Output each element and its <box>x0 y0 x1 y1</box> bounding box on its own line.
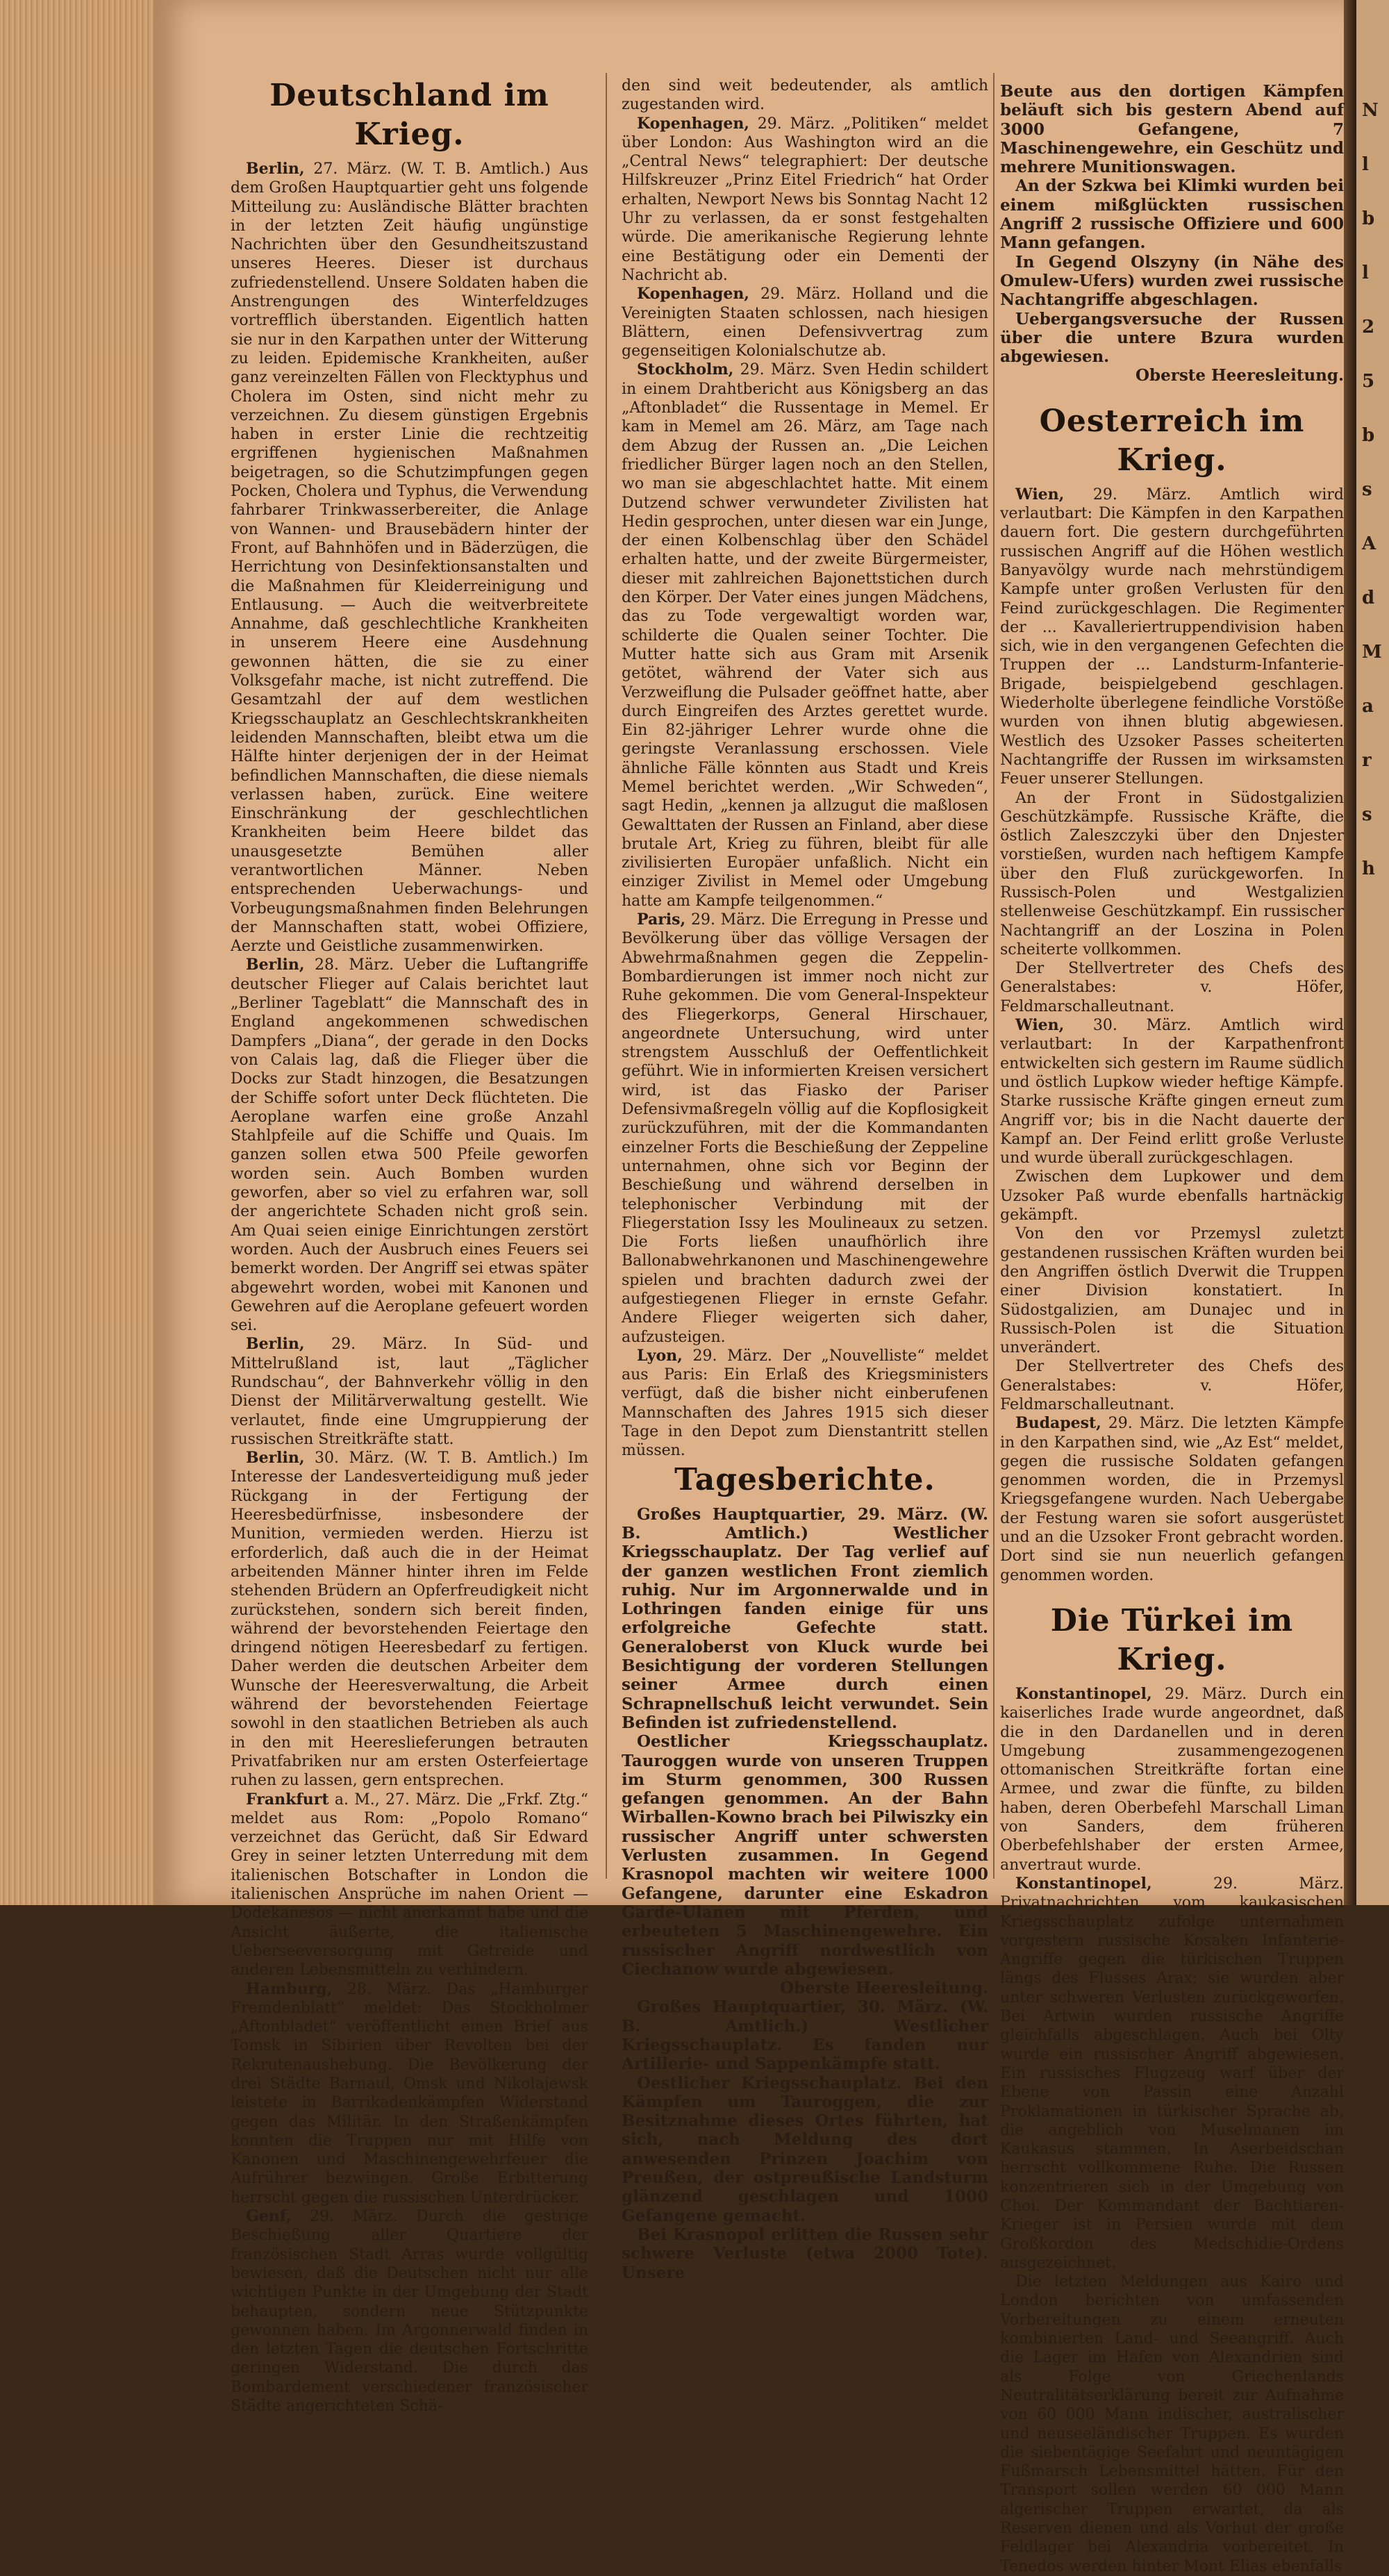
article-paragraph <box>1000 959 1344 1016</box>
headline-turkey: Die Türkei im Krieg. <box>1050 1602 1294 1677</box>
article-paragraph <box>1000 1875 1344 2272</box>
column-2 <box>622 76 988 2282</box>
article-text: Zwischen dem Lupkower und dem Uzsoker Paß wurde ebenfalls hartnäckig gekämpft. <box>1000 1168 1344 1224</box>
article-paragraph <box>231 1790 588 1980</box>
column-3-report-continuation <box>1000 82 1344 385</box>
dateline: Berlin, <box>246 160 305 178</box>
dateline: Wien, <box>1015 1016 1065 1035</box>
article-text: Uebergangsversuche der Russen über die untere Bzura wurden abgewiesen. <box>1000 309 1344 367</box>
article-paragraph <box>1000 485 1344 789</box>
article-paragraph <box>231 2207 588 2416</box>
article-paragraph <box>1000 1414 1344 1585</box>
next-page-glyph: r <box>1362 750 1372 771</box>
article-text: 29. März. Durch die gestrige Beschießung aller Quartiere der französischen Stadt Arras wurde vollgültig bewiesen, daß die Deutschen nicht nur alle wichtigen Punkte in der Umgebung der Stadt behaupten, sondern neue Stützpunkte gewonnen haben. Im Argonnerwald finden in den letzten Tagen die deutschen Fortschritte geringen Widerstand. Die durch das Bombardement verschiedener französischer Städte angerichteten Schä- <box>231 2208 588 2416</box>
article-text: 29. März. Privatnachrichten vom kaukasischen Kriegsschauplatz zufolge unternahmen vorgestern russische Kosaken Infanterie-Angriffe gegen die türkischen Truppen längs des Flusses Arax; sie wurden aber unter schweren Verlusten zurückgeworfen. Bei Artwin wurden russische Angriffe gleichfalls abgeschlagen. Auch bei Olty wurde ein russischer Angriff abgewiesen. Ein russisches Flugzeug warf über der Ebene von Passin eine Anzahl Proklamationen in türkischer Sprache ab, die angeblich von Muselmanen im Kaukasus stammen. In Aserbeidschan herrscht vollkommene Ruhe. Die Russen konzentrieren sich in der Umgebung von Choi. Der Kommandant der Bachtiaren-Krieger ist in Persien wurde mit dem Großkordon des Medschidie-Ordens ausgezeichnet. <box>1000 1875 1344 2272</box>
austria-articles <box>1000 485 1344 1585</box>
next-page-glyph: b <box>1362 425 1375 446</box>
book-page-edges <box>0 0 154 1905</box>
article-paragraph <box>1000 789 1344 960</box>
article-text: Die letzten Meldungen aus Kairo und London berichten von umfassenden Vorbereitungen zu einem erneuten kombinierten Land- und Seeangriff. Auch die Lager im Hafen von Alexandrien sind als Folge von Griechenlands Neutralitätserklärung bereit zur Aufnahme von 60 000 Mann indischer, australischer und neuseeländischer Truppen. Es wurden die siebentägige Seefahrt und neuntägigen Fußmarsch Lebensmittel hätten. Für den Transport sollen werden 60 000 Mann algerischer Truppen erwartet, da als Reserven dienen und als Vorhut der große Feldlager bei Alexandria vorbereitet. In Tenedos werden hinter Mont Elias ebenfalls <box>1000 2273 1344 2575</box>
next-page-glyph: l <box>1362 263 1369 283</box>
article-paragraph <box>1000 366 1344 385</box>
article-text: Oestlicher Kriegsschauplatz. Bei den Kämpfen um Tauroggen, die zur Besitznahme dieses Ortes führten, hat sich, nach Meldung des dort anwesenden Prinzen Joachim von Preußen, der ostpreußische Landsturm glänzend geschlagen und 1000 Gefangene gemacht. <box>622 2073 988 2225</box>
article-text: Der Stellvertreter des Chefs des Generalstabes: v. Höfer, Feldmarschalleutnant. <box>1000 1358 1344 1413</box>
article-text: 29. März. (W. B. Amtlich.) Westlicher Kriegsschauplatz. Der Tag verlief auf der ganzen westlichen Front ziemlich ruhig. Nur im Argonnerwalde und in Lothringen fanden einige für uns erfolgreiche Gefechte statt. Generaloberst von Kluck wurde bei Besichtigung der vorderen Stellungen seiner Armee durch einen Schrapnellschuß leicht verwundet. Sein Befinden ist zufriedenstellend. <box>622 1504 988 1732</box>
next-page-edge <box>1356 0 1389 1905</box>
headline-germany: Deutschland im Krieg. <box>269 78 549 152</box>
dateline: Budapest, <box>1015 1414 1101 1433</box>
dateline: Stockholm, <box>637 360 734 379</box>
article-paragraph <box>1000 1167 1344 1224</box>
article-text: 29. März. Holland und die Vereinigten Staaten schlossen, nach hiesigen Blättern, einen Defensivvertrag zum gegenseitigen Kolonialschutze ab. <box>622 285 988 360</box>
article-paragraph <box>231 1449 588 1790</box>
dateline: Berlin, <box>246 1335 305 1354</box>
article-text: Von den vor Przemysl zuletzt gestandenen russischen Kräften wurden bei den Angriffen östlich Dverwit die Truppen einer Division konstatiert. In Südostgalizien, am Dunajec und in Russisch-Polen ist die Situation unverändert. <box>1000 1225 1344 1357</box>
article-paragraph <box>1000 1685 1344 1875</box>
article-text: 29. März. Sven Hedin schildert in einem Drahtbericht aus Königsberg an das „Aftonbladet“ die Russentage in Memel. Er kam in Memel am 26. März, am Tage nach dem Abzug der Russen an. „Die Leichen friedlicher Bürger lagen noch an den Stellen, wo man sie abgeschlachtet hatte. Mit einem Dutzend schwer verwundeter Zivilisten hat Hedin gesprochen, unter diesen war ein Junge, der einen Kolbenschlag über den Schädel erhalten hatte, und der zweite Bürgermeister, dieser mit zahlreichen Bajonettstichen durch den Körper. Der Vater eines jungen Mädchens, das zu Tode vergewaltigt worden war, schilderte die Qualen seiner Tochter. Die Mutter hatte sich aus Gram mit Arsenik getötet, während der Vater sich aus Verzweiflung die Pulsader geöffnet hatte, aber durch Eingreifen des Arztes gerettet wurde. Ein 82-jähriger Lehrer wurde ohne die geringste Veranlassung erschossen. Viele ähnliche Fälle könnten aus Stadt und Kreis Memel berichtet werden. „Wir Schweden“, sagt Hedin, „kennen ja allzugut die maßlosen Gewalttaten der Russen an Finland, aber diese brutale Art, Krieg zu führen, bleibt für alle zivilisierten Europäer unfaßlich. Nicht ein einziger Zivilist in Memel oder Umgebung hatte am Kampfe teilgenommen.“ <box>622 361 988 910</box>
article-text: Der Stellvertreter des Chefs des Generalstabes: v. Höfer, Feldmarschalleutnant. <box>1000 960 1344 1015</box>
next-page-glyph: a <box>1362 696 1374 717</box>
article-text: 29. März. Amtlich wird verlautbart: Die Kämpfen in den Karpathen dauern fort. Die gestern durchgeführten russischen Angriff auf die Höhen westlich Banyavölgy wurde nach mehrstündigem Kampfe unter großen Verlusten für den Feind zurückgeschlagen. Die Regimenter der ... Kavalleriertruppendivision haben sich, wie in den vergangenen Gefechten die Truppen der ... Landsturm-Infanterie-Brigade, beispielgebend geschlagen. Wiederholte überlegene feindliche Vorstöße wurden von ihnen blutig abgewiesen. Westlich des Uzsoker Passes scheiterten Nachtangriffe der Russen im wirksamsten Feuer unserer Stellungen. <box>1000 485 1344 788</box>
article-paragraph <box>1000 1357 1344 1414</box>
dateline: Paris, <box>637 911 686 929</box>
article-paragraph <box>622 2225 988 2282</box>
article-paragraph <box>622 911 988 1347</box>
article-paragraph <box>1000 82 1344 176</box>
article-paragraph <box>1000 176 1344 252</box>
column-3 <box>1000 82 1344 2575</box>
dateline: Wien, <box>1015 485 1065 504</box>
article-paragraph <box>231 1335 588 1449</box>
article-paragraph <box>622 115 988 285</box>
dateline: Genf, <box>246 2207 292 2226</box>
column-1 <box>231 76 588 2416</box>
article-text: 29. März. Der „Nouvelliste“ meldet aus Paris: Ein Erlaß des Kriegsministers verfügt, daß die bisher nicht einberufenen Mannschaften des Jahres 1915 sich dieser Tage in den Depot zum Dienstantritt stellen müssen. <box>622 1347 988 1460</box>
next-page-glyph: N <box>1362 100 1379 121</box>
next-page-glyph: s <box>1362 804 1372 825</box>
article-text: Oberste Heeresleitung. <box>779 1979 988 1998</box>
article-text: 29. März. Durch ein kaiserliches Irade wurde angeordnet, daß die in den Dardanellen und in deren Umgebung zusammengezogenen ottomanischen Streitkräfte fortan eine Armee, und zwar die fünfte, zu bilden haben, deren Oberbefehl Marschall Liman von Sanders, dem früheren Oberbefehlshaber der ersten Armee, anvertraut wurde. <box>1000 1685 1344 1874</box>
article-text: 29. März. Die letzten Kämpfe in den Karpathen sind, wie „Az Est“ meldet, gegen die russische Soldaten gefangen genommen worden, die in Przemysl Kriegsgefangene wurden. Nach Uebergabe der Festung waren sie sofort ausgerüstet und an die Uzsoker Front gebracht worden. Dort sind sie nun neuerlich gefangen genommen worden. <box>1000 1415 1344 1584</box>
article-paragraph <box>231 1980 588 2208</box>
article-text: Oestlicher Kriegsschauplatz. Tauroggen wurde von unseren Truppen im Sturm genommen, 300 Russen gefangen genommen. An der Bahn Wirballen-Kowno brach bei Pilwiszky ein russischer Angriff unter schwersten Verlusten zusammen. In Gegend Krasnopol machten wir weitere 1000 Gefangene, darunter eine Eskadron Garde-Ulanen mit Pferden, und erbeuteten 5 Maschinengewehre. Ein russischer Angriff nordwestlich von Ciechanow wurde abgewiesen. <box>622 1732 988 1979</box>
article-text: An der Szkwa bei Klimki wurden bei einem mißglückten russischen Angriff 2 russische Offiziere und 600 Mann gefangen. <box>1000 176 1344 253</box>
article-paragraph <box>1000 2272 1344 2576</box>
column-1-articles <box>231 160 588 2416</box>
dateline: Lyon, <box>637 1346 683 1365</box>
dateline: Frankfurt <box>246 1790 329 1809</box>
daily-reports <box>622 1505 988 2282</box>
article-text: 27. März. (W. T. B. Amtlich.) Aus dem Großen Hauptquartier geht uns folgende Mitteilung zu: Ausländische Blätter brachten in der letzten Zeit häufig ungünstige Nachrichten über den Gesundheitszustand unseres Heeres. Dieser ist durchaus zufriedenstellend. Unsere Soldaten haben die Anstrengungen des Winterfeldzuges vortrefflich überstanden. Eigentlich hatten sie nur in den Karpathen unter der Witterung zu leiden. Epidemische Krankheiten, außer ganz vereinzelten Fällen von Flecktyphus und Cholera im Osten, sind nicht mehr zu verzeichnen. Zu diesem günstigen Ergebnis haben in erster Linie die rechtzeitig ergriffenen hygienischen Maßnahmen beigetragen, so die Schutzimpfungen gegen Pocken, Cholera und Typhus, die Verwendung fahrbarer Trinkwasserbereiter, die Anlage von Wannen- und Brausebädern hinter der Front, auf Bahnhöfen und in Bäderzügen, die Herrichtung von Desinfektionsanstalten und die Maßnahmen für Kleiderreinigung und Entlausung. — Auch die weitverbreitete Annahme, daß geschlechtliche Krankheiten in unserem Heere eine Ausdehnung gewonnen hätten, die sie zu einer Volksgefahr mache, ist nicht zutreffend. Die Gesamtzahl der auf dem westlichen Kriegsschauplatz an Geschlechtskrankheiten leidenden Mannschaften, bleibt etwa um die Hälfte hinter derjenigen der in der Heimat befindlichen Mannschaften, die diese niemals verlassen haben, zurück. Eine weitere Einschränkung der geschlechtlichen Krankheiten beim Heere bildet das unausgesetzte Bemühen aller verantwortlichen Männer. Neben entsprechenden Ueberwachungs- und Vorbeugungsmaßnahmen finden Belehrungen der Mannschaften statt, wobei Offiziere, Aerzte und Geistliche zusammenwirken. <box>231 160 588 956</box>
article-text: An der Front in Südostgalizien Geschützkämpfe. Russische Kräfte, die östlich Zaleszczyki über den Dnjester vorstießen, wurden nach heftigem Kampfe über den Fluß zurückgeworfen. In Russisch-Polen und Westgalizien stellenweise Geschützkampf. Ein russischer Nachtangriff an der Loszina in Polen scheiterte vollkommen. <box>1000 789 1344 958</box>
next-page-glyph: d <box>1362 588 1375 608</box>
next-page-glyph: 2 <box>1362 317 1375 338</box>
next-page-glyph: 5 <box>1362 371 1375 392</box>
article-paragraph <box>231 956 588 1335</box>
article-paragraph <box>1000 1016 1344 1167</box>
article-text: 28. März. Das „Hamburger Fremdenblatt“ meldet: Das Stockholmer „Aftonbladet“ veröffentlicht einen Brief aus Tomsk in Sibirien über Revolten bei der Rekrutenaushebung. Die Bevölkerung der drei Städte Barnaul, Omsk und Nikolajewsk leistete in Barrikadenkämpfen Widerstand gegen das Militär. In den Straßenkämpfen konnten die Truppen nur mit Hilfe von Kanonen und Maschinengewehrfeuer die Aufrührer bezwingen. Große Erbitterung herrscht gegen die russischen Unterdrücker. <box>231 1980 588 2207</box>
article-paragraph <box>622 1347 988 1461</box>
article-text: 28. März. Ueber die Luftangriffe deutscher Flieger auf Calais berichtet laut „Berliner Tageblatt“ die Mannschaft des in England angekommenen schwedischen Dampfers „Diana“, der gerade in den Docks von Calais lag, daß die Flieger über die Docks zur Stadt hinzogen, die Besatzungen der Schiffe sofort unter Deck flüchteten. Die Aeroplane warfen eine große Anzahl Stahlpfeile auf die Schiffe und Quais. Im ganzen sollen etwa 500 Pfeile geworfen worden sein. Auch Bomben wurden geworfen, aber so viel zu erfahren war, soll der angerichtete Schaden nicht groß sein. Am Quai seien einige Einrichtungen zerstört worden. Auch der Ausbruch eines Feuers sei bemerkt worden. Der Angriff sei etwas später abgewehrt worden, wobei mit Kanonen und Gewehren auf die Aeroplane gefeuert worden sei. <box>231 956 588 1335</box>
turkey-articles <box>1000 1685 1344 2576</box>
article-paragraph <box>622 285 988 360</box>
next-page-glyph: l <box>1362 154 1369 175</box>
dateline: Großes Hauptquartier, <box>637 1504 847 1524</box>
dateline: Kopenhagen, <box>637 114 749 133</box>
article-text: 30. März. (W. B. Amtlich.) Westlicher Kriegsschauplatz. Es fanden nur Artillerie- und Sappenkämpfe statt. <box>622 1997 988 2074</box>
dateline: Kopenhagen, <box>637 285 749 304</box>
book-gutter <box>1344 0 1356 1905</box>
column-rule <box>606 73 607 1879</box>
column-rule <box>993 73 995 1879</box>
next-page-glyph: M <box>1362 642 1382 663</box>
article-paragraph <box>622 2074 988 2225</box>
next-page-glyph: b <box>1362 208 1375 229</box>
article-paragraph <box>1000 253 1344 310</box>
article-text: 29. März. „Politiken“ meldet über London: Aus Washington wird an die „Central News“ telegraphiert: Der deutsche Hilfskreuzer „Prinz Eitel Friedrich“ hat Order erhalten, Newport News bis Sonntag Nacht 12 Uhr zu verlassen, da er sonst festgehalten würde. Die amerikanische Regierung lehnte eine Bestätigung oder ein Dementi der Nachricht ab. <box>622 115 988 284</box>
dateline: Konstantinopel, <box>1015 1684 1152 1703</box>
article-paragraph <box>622 1505 988 1733</box>
next-page-glyph: s <box>1362 479 1372 500</box>
article-paragraph <box>622 1997 988 2073</box>
article-paragraph <box>1000 310 1344 367</box>
column-2-articles <box>622 76 988 1461</box>
article-text: Bei Krasnopol erlitten die Russen sehr schwere Verluste (etwa 2000 Tote). Unsere <box>622 2225 988 2282</box>
dateline: Berlin, <box>246 1449 305 1468</box>
article-paragraph <box>622 76 988 115</box>
dateline: Hamburg, <box>246 1979 333 1998</box>
article-paragraph <box>622 360 988 911</box>
article-text: Oberste Heeresleitung. <box>1135 366 1344 385</box>
dateline: Berlin, <box>246 956 305 974</box>
article-paragraph <box>231 160 588 956</box>
next-page-glyph: A <box>1362 533 1376 554</box>
article-text: 30. März. (W. T. B. Amtlich.) Im Interesse der Landesverteidigung muß jeder Rückgang in der Fertigung der Heeresbedürfnisse, insbesondere der Munition, vermieden werden. Hierzu ist erforderlich, daß auch die in der Heimat arbeitenden Männer hinter ihren im Felde stehenden Brüdern an Opferfreudigkeit nicht zurückstehen, sondern sich bereit finden, während der bevorstehenden Feiertage den dringend nötigen Heeresbedarf zu fertigen. Daher werden die deutschen Arbeiter dem Wunsche der Heeresverwaltung, die Arbeit während der bevorstehenden Feiertage sowohl in den staatlichen Betrieben als auch in den mit Heereslieferungen betrauten Privatfabriken nur am ersten Osterfeiertage ruhen zu lassen, gern entsprechen. <box>231 1449 588 1790</box>
article-text: 30. März. Amtlich wird verlautbart: In der Karpathenfront entwickelten sich gestern im Raume südlich und östlich Lupkow wieder heftige Kämpfe. Starke russische Kräfte gingen erneut zum Angriff vor; bis in die Nacht dauerte der Kampf an. Der Feind erlitt große Verluste und wurde überall zurückgeschlagen. <box>1000 1017 1344 1167</box>
next-page-glyph: h <box>1362 858 1375 879</box>
article-paragraph <box>622 1732 988 1979</box>
headline-reports: Tagesberichte. <box>674 1461 935 1497</box>
headline-austria: Oesterreich im Krieg. <box>1039 403 1305 478</box>
dateline: Großes Hauptquartier, <box>637 1997 847 2017</box>
article-text: Beute aus den dortigen Kämpfen beläuft sich bis gestern Abend auf 3000 Gefangene, 7 Maschinengewehre, ein Geschütz und mehrere Munitionswagen. <box>1000 82 1344 177</box>
article-paragraph <box>622 1979 988 1997</box>
article-text: 29. März. Die Erregung in Presse und Bevölkerung über das völlige Versagen der Abwehrmaßnahmen gegen die Zeppelin-Bombardierungen ist immer noch nicht zur Ruhe gekommen. Die vom General-Inspekteur des Fliegerkorps, General Hirschauer, angeordnete Untersuchung, wird unter strengstem Ausschluß der Oeffentlichkeit geführt. Wie in informierten Kreisen versichert wird, ist das Fiasko der Pariser Defensivmaßregeln völlig auf die Kopflosigkeit zurückzuführen, mit der die Kommandanten einzelner Forts die Beschießung der Zeppeline unternahmen, ohne sich vor Beginn der Beschießung und während derselben in telephonischer Verbindung mit der Fliegerstation Issy les Moulineaux zu setzen. Die Forts ließen unaufhörlich ihre Ballonabwehrkanonen und Maschinengewehre spielen und brachten dadurch zwei der aufgestiegenen Flieger in ernste Gefahr. Andere Flieger weigerten sich daher, aufzusteigen. <box>622 911 988 1346</box>
article-text: In Gegend Olszyny (in Nähe des Omulew-Ufers) wurden zwei russische Nachtangriffe abgeschlagen. <box>1000 252 1344 310</box>
article-paragraph <box>1000 1224 1344 1357</box>
article-text: den sind weit bedeutender, als amtlich zugestanden wird. <box>622 77 988 114</box>
article-text: 29. März. In Süd- und Mittelrußland ist, laut „Täglicher Rundschau“, der Bahnverkehr völlig in den Dienst der Militärverwaltung gestellt. Wie verlautet, finde eine Umgruppierung der russischen Streitkräfte statt. <box>231 1336 588 1448</box>
dateline: Konstantinopel, <box>1015 1874 1152 1893</box>
article-text: a. M., 27. März. Die „Frkf. Ztg.“ meldet aus Rom: „Popolo Romano“ verzeichnet das Gerücht, daß Sir Edward Grey in seiner letzten Unterredung mit dem italienischen Botschafter in London die italienischen Ansprüche im nahen Orient — Dodekanesos — nicht anerkannt habe und die Ansicht äußerte, die italienische Ueberseeversorgung mit Getreide und anderen Lebensmitteln zu verhindern. <box>231 1790 588 1979</box>
